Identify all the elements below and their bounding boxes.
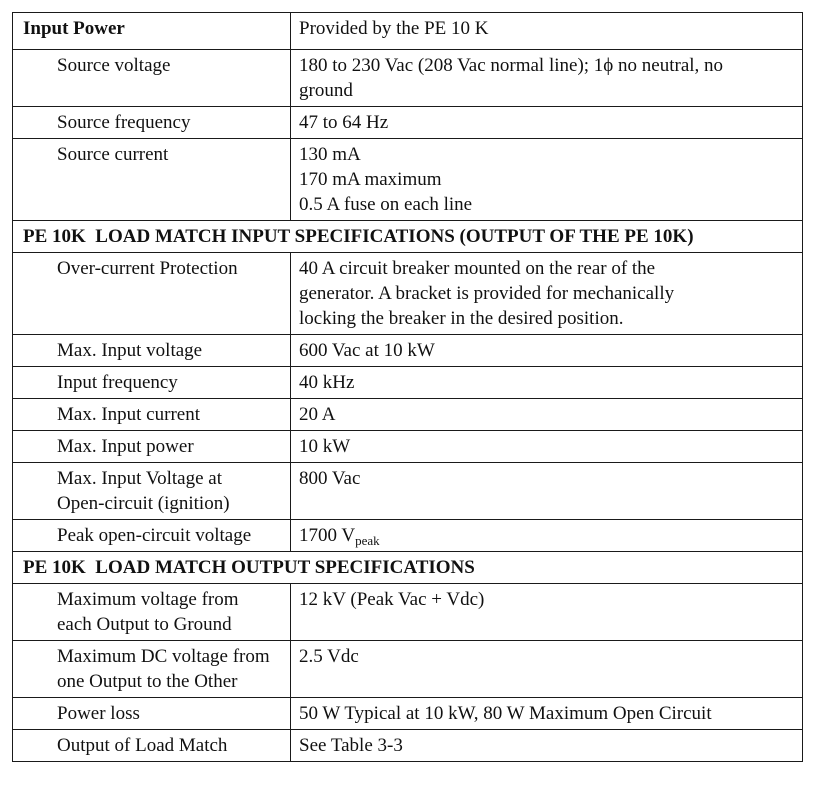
label-line: Max. Input Voltage at bbox=[57, 468, 222, 489]
table-row bbox=[13, 107, 803, 139]
row-value bbox=[291, 520, 803, 552]
table-row bbox=[13, 520, 803, 552]
row-label: Max. Input voltage bbox=[13, 335, 291, 367]
input-power-label: Input Power bbox=[13, 13, 291, 50]
value-main: 1700 V bbox=[299, 525, 356, 546]
load-match-output-title: PE 10K LOAD MATCH OUTPUT SPECIFICATIONS bbox=[13, 552, 803, 584]
row-label bbox=[13, 584, 291, 641]
table-row bbox=[13, 730, 803, 762]
table-row bbox=[13, 253, 803, 335]
section-header-row bbox=[13, 221, 803, 253]
value-line: 170 mA maximum bbox=[299, 169, 442, 190]
label-line: Maximum DC voltage from bbox=[57, 646, 270, 667]
row-value: See Table 3-3 bbox=[291, 730, 803, 762]
table-row bbox=[13, 139, 803, 221]
value-line: 47 to 64 Hz bbox=[299, 112, 389, 133]
row-value bbox=[291, 253, 803, 335]
row-label: Peak open-circuit voltage bbox=[13, 520, 291, 552]
table-row bbox=[13, 431, 803, 463]
row-value: 20 A bbox=[291, 399, 803, 431]
row-value bbox=[291, 107, 803, 139]
row-label: Output of Load Match bbox=[13, 730, 291, 762]
specifications-table bbox=[12, 12, 803, 762]
table-row bbox=[13, 335, 803, 367]
row-label: Source current bbox=[13, 139, 291, 221]
row-value bbox=[291, 139, 803, 221]
value-line: 0.5 A fuse on each line bbox=[299, 194, 473, 215]
row-label: Source voltage bbox=[13, 50, 291, 107]
value-line: ground bbox=[299, 80, 353, 101]
input-power-value: Provided by the PE 10 K bbox=[291, 13, 803, 50]
row-value: 12 kV (Peak Vac + Vdc) bbox=[291, 584, 803, 641]
row-value: 800 Vac bbox=[291, 463, 803, 520]
table-row bbox=[13, 13, 803, 50]
table-row bbox=[13, 463, 803, 520]
value-line: generator. A bracket is provided for mechanically bbox=[299, 283, 675, 304]
row-label: Max. Input current bbox=[13, 399, 291, 431]
row-value: 50 W Typical at 10 kW, 80 W Maximum Open Circuit bbox=[291, 698, 803, 730]
row-label bbox=[13, 641, 291, 698]
table-row bbox=[13, 584, 803, 641]
row-value: 600 Vac at 10 kW bbox=[291, 335, 803, 367]
row-label: Source frequency bbox=[13, 107, 291, 139]
value-line: 40 A circuit breaker mounted on the rear of the bbox=[299, 258, 656, 279]
row-label: Max. Input power bbox=[13, 431, 291, 463]
label-line: Over-current Protection bbox=[57, 258, 238, 279]
table-row bbox=[13, 50, 803, 107]
row-label: Input frequency bbox=[13, 367, 291, 399]
table-row bbox=[13, 698, 803, 730]
row-value bbox=[291, 50, 803, 107]
row-value: 40 kHz bbox=[291, 367, 803, 399]
label-line: one Output to the Other bbox=[57, 671, 238, 692]
table-row bbox=[13, 399, 803, 431]
section-header-row bbox=[13, 552, 803, 584]
label-line: each Output to Ground bbox=[57, 614, 232, 635]
value-line: 130 mA bbox=[299, 144, 361, 165]
row-value: 10 kW bbox=[291, 431, 803, 463]
label-line: Maximum voltage from bbox=[57, 589, 239, 610]
label-line: Open-circuit (ignition) bbox=[57, 493, 230, 514]
load-match-input-title: PE 10K LOAD MATCH INPUT SPECIFICATIONS (OUTPUT OF THE PE 10K) bbox=[13, 221, 803, 253]
value-line: 180 to 230 Vac (208 Vac normal line); 1ϕ no neutral, no bbox=[299, 55, 724, 76]
table-row bbox=[13, 367, 803, 399]
row-label: Power loss bbox=[13, 698, 291, 730]
row-label bbox=[13, 463, 291, 520]
row-label bbox=[13, 253, 291, 335]
value-line: locking the breaker in the desired position. bbox=[299, 308, 624, 329]
value-subscript: peak bbox=[355, 533, 380, 548]
row-value: 2.5 Vdc bbox=[291, 641, 803, 698]
table-row bbox=[13, 641, 803, 698]
